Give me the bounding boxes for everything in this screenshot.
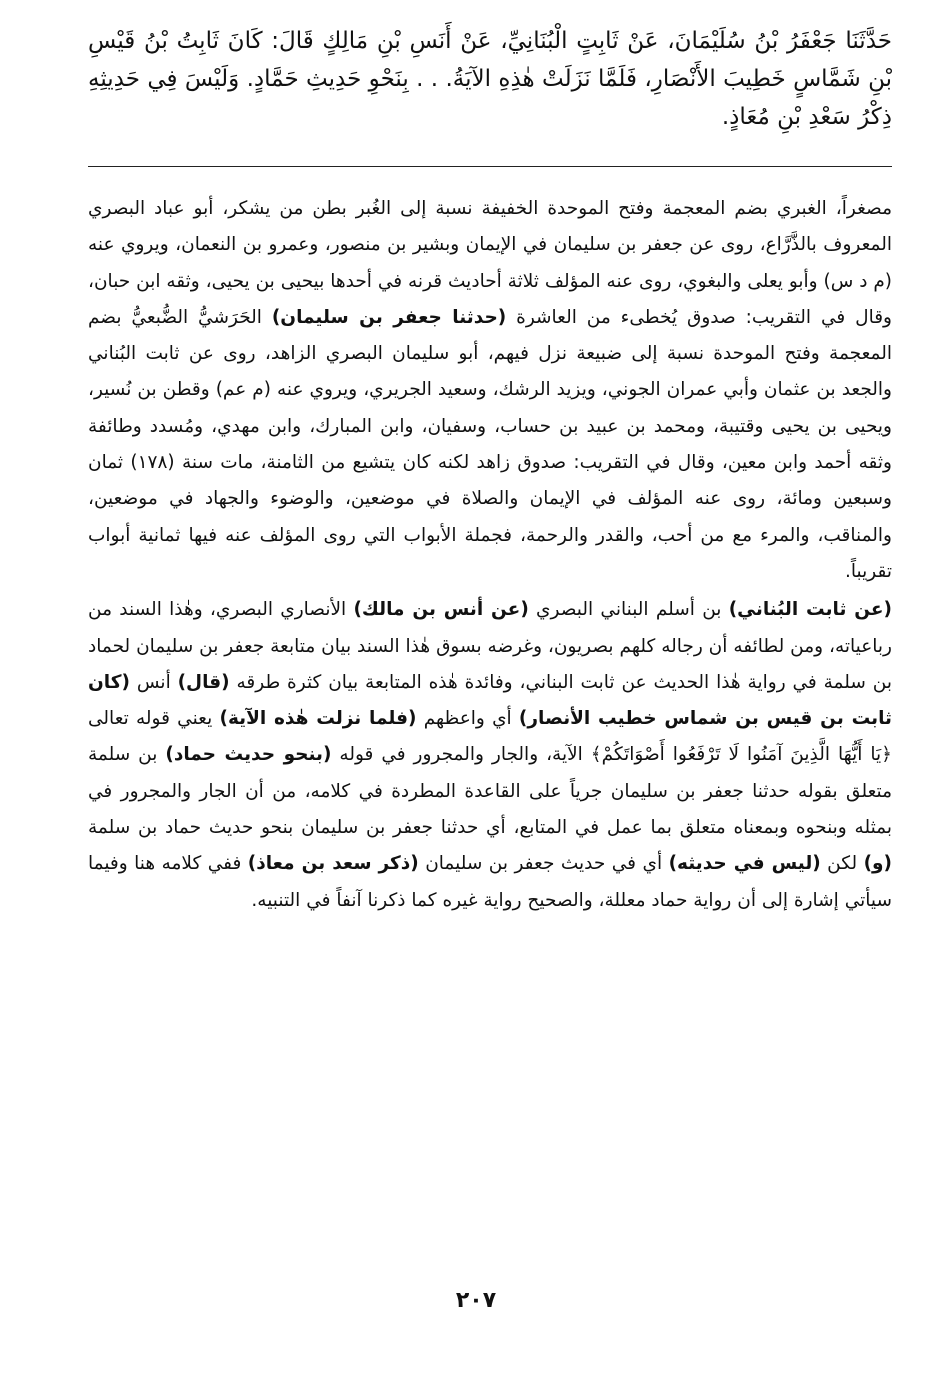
quoted-matn-segment: (بنحو حديث حماد) <box>165 744 332 766</box>
quoted-matn-segment: (فلما نزلت هٰذه الآية) <box>219 708 417 730</box>
quoted-matn-segment: (عن أنس بن مالك) <box>353 599 529 621</box>
commentary-segment: ففي كلامه هنا وفيما سيأتي إشارة إلى أن رواية حماد معللة، والصحيح رواية غيره كما ذكرنا آنفاً في التنبيه. <box>88 853 892 911</box>
commentary-segment: أي في حديث جعفر بن سليمان <box>418 853 669 875</box>
quoted-matn-segment: (ذكر سعد بن معاذ) <box>247 853 419 875</box>
quoted-matn-segment: (حدثنا جعفر بن سليمان) <box>271 306 507 328</box>
book-page <box>88 22 892 919</box>
commentary-segment: أنس <box>129 671 178 693</box>
commentary-segment: أي واعظهم <box>416 708 519 730</box>
quoted-matn-segment: (كان ثابت بن قيس بن شماس خطيب الأنصار) <box>88 671 892 730</box>
commentary-segment: بن سلمة متعلق بقوله حدثنا جعفر بن سليمان جرياً على القاعدة المطردة في كلامه، من أن الجار والمجرور في بمثله وبنحوه وبمعناه متعلق بما عمل في المتابع، أي حدثنا جعفر بن سليمان بنحو حديث حماد بن سلمة <box>88 744 892 839</box>
commentary-segment: الحَرَشيُّ الضُّبعيُّ بضم المعجمة وفتح الموحدة نسبة إلى ضبيعة نزل فيهم، أبو سليمان البصري الزاهد، روى عن ثابت البُناني والجعد بن عثمان وأبي عمران الجوني، ويزيد الرشك، وسعيد الجريري، ويروي عنه (م عم) وقطن بن نُسير، ويحيى بن يحيى وقتيبة، ومحمد بن عبيد بن حساب، وسفيان، وابن المبارك، وابن مهدي، ومُسدد وطائفة وثقه أحمد وابن معين، وقال في التقريب: صدوق زاهد لكنه كان يتشيع من الثامنة، مات سنة (١٧٨) ثمان وسبعين ومائة، روى عنه المؤلف في الإيمان والصلاة في موضعين، والوضوء والجهاد في موضعين، والمناقب، والمرء مع من أحب، والقدر والرحمة، فجملة الأبواب التي روى المؤلف عنه فيها ثمانية أبواب تقريباً. <box>88 306 892 582</box>
commentary-segment: بن أسلم البناني البصري <box>528 599 729 621</box>
quoted-matn-segment: (و) <box>863 853 892 875</box>
page-number: ٢٠٧ <box>455 1288 497 1313</box>
quoted-matn-segment: (قال) <box>177 671 230 693</box>
footnote-divider <box>88 166 892 167</box>
quoted-matn-segment: (ليس في حديثه) <box>668 853 821 875</box>
quoted-matn-segment: (عن ثابت البُناني) <box>728 599 892 621</box>
hadith-text: حَدَّثَنَا جَعْفَرُ بْنُ سُلَيْمَانَ، عَنْ ثَابِتٍ الْبُنَانِيِّ، عَنْ أَنَسِ بْنِ مَالِكٍ قَالَ: كَانَ ثَابِتُ بْنُ قَيْسِ بْنِ شَمَّاسٍ خَطِيبَ الأَنْصَارِ، فَلَمَّا نَزَلَتْ هٰذِهِ الآيَةُ. . . بِنَحْوِ حَدِيثِ حَمَّادٍ. وَلَيْسَ فِي حَدِيثِهِ ذِكْرُ سَعْدِ بْنِ مُعَاذٍ. <box>88 28 892 130</box>
commentary-paragraph <box>88 191 892 590</box>
commentary-segment: لكن <box>820 853 864 875</box>
commentary-segment: يعني قوله تعالى ﴿يَا أَيُّهَا الَّذِينَ آمَنُوا لَا تَرْفَعُوا أَصْوَاتَكُمْ﴾ الآية، والجار والمجرور في قوله <box>88 708 893 766</box>
commentary-section <box>88 191 892 919</box>
commentary-paragraph <box>88 592 892 919</box>
commentary-segment: الأنصاري البصري، وهٰذا السند من رباعياته، ومن لطائفه أن رجاله كلهم بصريون، وغرضه بسوق هٰذا السند بيان متابعة جعفر بن سليمان لحماد بن سلمة في رواية هٰذا الحديث عن ثابت البناني، وفائدة هٰذه المتابعة بيان كثرة طرقه <box>88 599 892 693</box>
commentary-segment: مصغراً، الغبري بضم المعجمة وفتح الموحدة الخفيفة نسبة إلى الغُبر بطن من يشكر، أبو عباد البصري المعروف بالذَّرَّاع، روى عن جعفر بن سليمان في الإيمان وبشير بن منصور، وعمرو بن النعمان، ويروي عنه (م د س) وأبو يعلى والبغوي، روى عنه المؤلف ثلاثة أحاديث قرنه في أحدها بيحيى بن يحيى، وثقه ابن حبان، وقال في التقريب: صدوق يُخطىء من العاشرة <box>88 198 892 328</box>
